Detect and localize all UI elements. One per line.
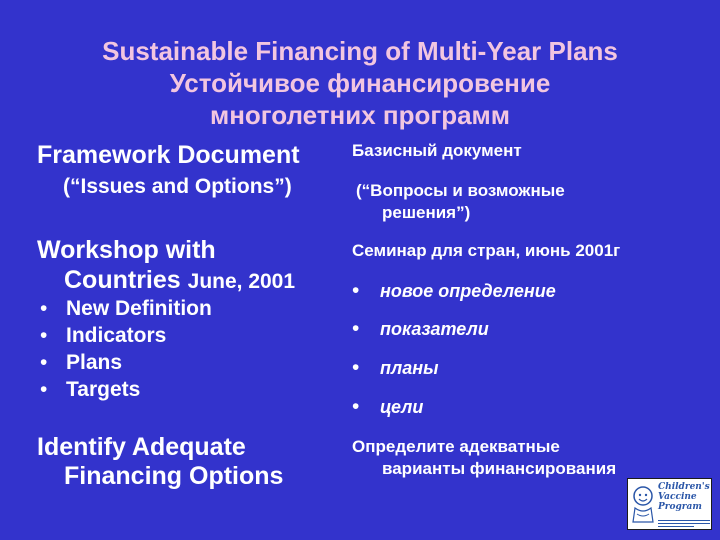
bullet-dot: • (352, 356, 360, 379)
issues-options-ru-line-1: (“Вопросы и возможные (356, 181, 565, 200)
identify-options-line-2: Financing Options (64, 462, 284, 490)
title-line-russian-1: Устойчивое финансировение (169, 68, 551, 98)
bullet-dot: • (40, 324, 48, 347)
bullet-dot: • (40, 351, 48, 374)
bullet-ru-targets: цели (380, 397, 424, 417)
workshop-heading: Workshop with (37, 236, 216, 264)
childrens-vaccine-program-logo (627, 478, 712, 530)
bullet-dot: • (352, 395, 360, 418)
identify-options-ru-line-1: Определите адекватные (352, 437, 560, 456)
bullet-dot: • (40, 378, 48, 401)
identify-options-line-1: Identify Adequate (37, 433, 246, 461)
bullet-new-definition: New Definition (66, 297, 212, 320)
title-line-english: Sustainable Financing of Multi-Year Plans (102, 36, 618, 66)
workshop-ru: Семинар для стран, июнь 2001г (352, 241, 621, 260)
title-line-russian-2: многолетних программ (209, 100, 511, 130)
bullet-dot: • (352, 317, 360, 340)
bullet-plans: Plans (66, 351, 123, 374)
bullet-ru-plans: планы (380, 358, 439, 378)
bullet-indicators: Indicators (66, 324, 167, 347)
logo-words: Children's Vaccine Program (658, 482, 710, 512)
countries-heading (64, 266, 295, 294)
bullet-dot: • (352, 279, 360, 302)
countries-label: Countries (64, 266, 181, 294)
bullet-ru-new-definition: новое определение (380, 281, 556, 301)
bullet-dot: • (40, 297, 48, 320)
child-face-icon (631, 484, 655, 524)
june-2001-label: June, 2001 (187, 270, 296, 293)
issues-options-ru-line-2: решения”) (382, 203, 471, 222)
identify-options-ru-line-2: варианты финансирования (382, 459, 617, 478)
issues-options-subheading: (“Issues and Options”) (63, 175, 292, 198)
bullet-ru-indicators: показатели (380, 319, 489, 339)
framework-document-ru: Базисный документ (352, 141, 522, 160)
framework-document-heading: Framework Document (37, 141, 300, 169)
logo-fine-print (658, 519, 710, 527)
bullet-targets: Targets (66, 378, 141, 401)
